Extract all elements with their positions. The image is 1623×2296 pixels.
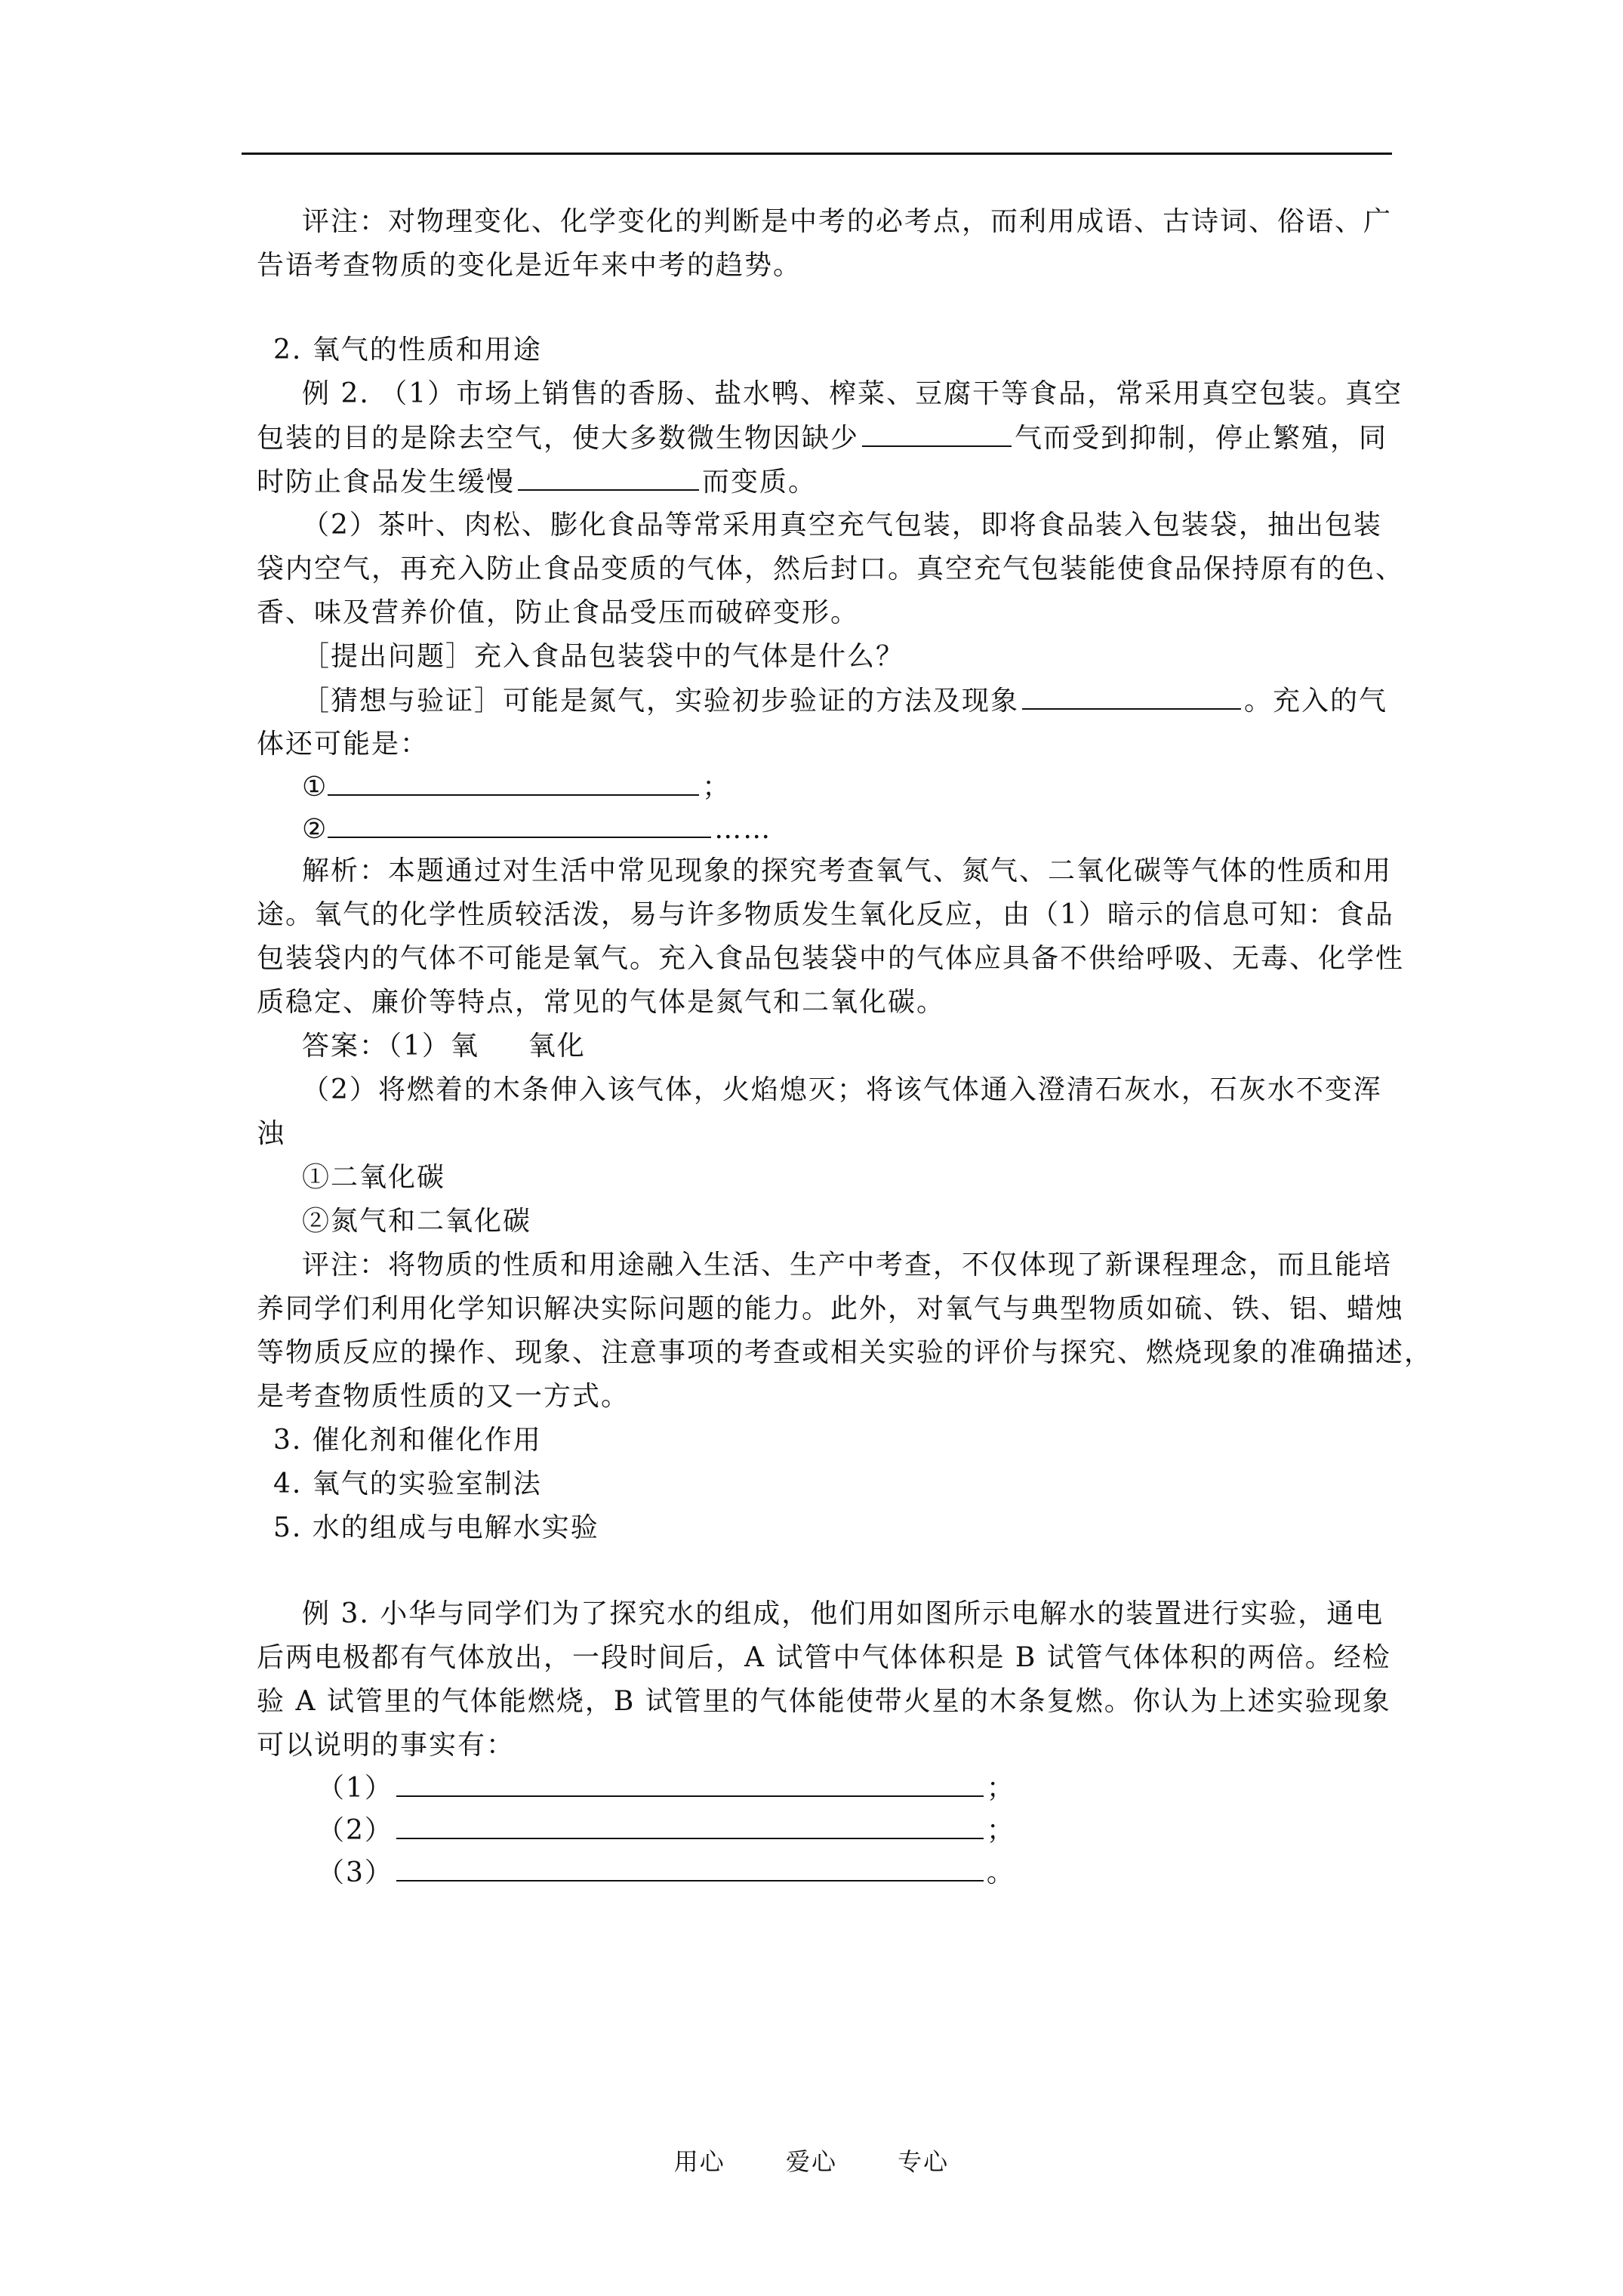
example-2-line-3-text-a: 时防止食品发生缓慢 [257, 467, 516, 498]
example-3-blank-row-1 [317, 1770, 1449, 1807]
comment-1-line-1: 评注：对物理变化、化学变化的判断是中考的必考点，而利用成语、古诗词、俗语、广 [302, 206, 1393, 237]
analysis-line-2: 途。氧气的化学性质较活泼，易与许多物质发生氧化反应，由（1）暗示的信息可知：食品 [257, 899, 1394, 930]
guess-verify-text-a: ［猜想与验证］可能是氮气，实验初步验证的方法及现象 [302, 686, 1020, 717]
analysis-line-4: 质稳定、廉价等特点，常见的气体是氮气和二氧化碳。 [257, 987, 946, 1018]
footer-word-2: 爱心 [785, 2147, 837, 2176]
page-footer [0, 2143, 1623, 2177]
example-2-part2-line-3: 香、味及营养价值，防止食品受压而破碎变形。 [257, 597, 860, 628]
example-3-blank-row-2 [317, 1812, 1449, 1849]
answer-blank-option-1[interactable] [328, 769, 699, 796]
answer-blank-method[interactable] [1022, 683, 1241, 710]
answer-line-4: ①二氧化碳 [302, 1162, 446, 1193]
example-3-blank-row-3 [317, 1854, 1449, 1891]
answer-blank-fact-3[interactable] [396, 1854, 984, 1881]
option-1-mark: ① [302, 772, 328, 803]
example-2-line-1: 例 2. （1）市场上销售的香肠、盐水鸭、榨菜、豆腐干等食品，常采用真空包装。真空 [302, 378, 1403, 409]
comment-2-line-1: 评注：将物质的性质和用途融入生活、生产中考查，不仅体现了新课程理念，而且能培 [302, 1250, 1393, 1281]
blank-1-label: （1） [317, 1773, 393, 1804]
analysis-line-3: 包装袋内的气体不可能是氧气。充入食品包装袋中的气体应具备不供给呼吸、无毒、化学性 [257, 943, 1405, 974]
option-2-line [302, 811, 1434, 848]
example-3-line-4: 可以说明的事实有： [257, 1730, 516, 1761]
example-2-line-3 [257, 464, 1389, 501]
example-2-part2-line-2: 袋内空气，再充入防止食品变质的气体，然后封口。真空充气包装能使食品保持原有的色、 [257, 553, 1405, 584]
blank-3-end: 。 [986, 1857, 1015, 1888]
section-5-heading: 5. 水的组成与电解水实验 [273, 1512, 599, 1543]
example-3-line-1: 例 3. 小华与同学们为了探究水的组成，他们用如图所示电解水的装置进行实验，通电 [302, 1598, 1384, 1629]
blank-2-label: （2） [317, 1815, 393, 1846]
guess-verify-line-2: 体还可能是： [257, 729, 430, 760]
option-1-line [302, 769, 1434, 806]
guess-verify-text-b: 。充入的气 [1244, 686, 1388, 717]
blank-2-end: ； [986, 1815, 1015, 1846]
comment-1-line-2: 告语考查物质的变化是近年来中考的趋势。 [257, 250, 802, 281]
blank-1-end: ； [986, 1773, 1015, 1804]
section-4-heading: 4. 氧气的实验室制法 [273, 1469, 542, 1499]
option-2-end: …… [714, 814, 772, 845]
example-2-line-2-text-a: 包装的目的是除去空气，使大多数微生物因缺少 [257, 423, 860, 454]
answer-line-3: 浊 [257, 1118, 286, 1149]
example-2-part2-line-1: （2）茶叶、肉松、膨化食品等常采用真空充气包装，即将食品装入包装袋，抽出包装 [302, 510, 1382, 541]
answer-line-2: （2）将燃着的木条伸入该气体，火焰熄灭；将该气体通入澄清石灰水，石灰水不变浑 [302, 1074, 1382, 1105]
example-2-line-2-text-b: 气而受到抑制，停止繁殖，同 [1015, 423, 1388, 454]
option-1-end: ； [702, 772, 731, 803]
option-2-mark: ② [302, 814, 328, 845]
answer-blank-option-2[interactable] [328, 811, 711, 838]
answer-blank-oxidation[interactable] [518, 464, 699, 491]
section-3-heading: 3. 催化剂和催化作用 [273, 1425, 542, 1456]
footer-word-1: 用心 [673, 2147, 725, 2176]
example-2-line-3-text-b: 而变质。 [702, 467, 818, 498]
answer-line-1: 答案：（1）氧 氧化 [302, 1031, 586, 1062]
comment-2-line-4: 是考查物质性质的又一方式。 [257, 1381, 630, 1412]
example-3-line-3: 验 A 试管里的气体能燃烧，B 试管里的气体能使带火星的木条复燃。你认为上述实验现象 [257, 1686, 1391, 1717]
analysis-line-1: 解析：本题通过对生活中常见现象的探究考查氧气、氮气、二氧化碳等气体的性质和用 [302, 855, 1393, 886]
raise-question: ［提出问题］充入食品包装袋中的气体是什么？ [302, 641, 905, 672]
answer-blank-fact-2[interactable] [396, 1812, 984, 1839]
answer-blank-oxygen[interactable] [862, 420, 1012, 447]
footer-word-3: 专心 [898, 2147, 950, 2176]
guess-verify-line-1 [302, 683, 1434, 720]
comment-2-line-3: 等物质反应的操作、现象、注意事项的考查或相关实验的评价与探究、燃烧现象的准确描述， [257, 1337, 1434, 1368]
example-2-line-2 [257, 420, 1389, 457]
example-3-line-2: 后两电极都有气体放出，一段时间后，A 试管中气体体积是 B 试管气体体积的两倍。经检 [257, 1642, 1391, 1673]
section-2-heading: 2. 氧气的性质和用途 [273, 334, 542, 365]
answer-line-5: ②氮气和二氧化碳 [302, 1206, 532, 1237]
answer-blank-fact-1[interactable] [396, 1770, 984, 1797]
comment-2-line-2: 养同学们利用化学知识解决实际问题的能力。此外，对氧气与典型物质如硫、铁、铝、蜡烛 [257, 1293, 1405, 1324]
header-rule [242, 153, 1392, 155]
blank-3-label: （3） [317, 1857, 393, 1888]
